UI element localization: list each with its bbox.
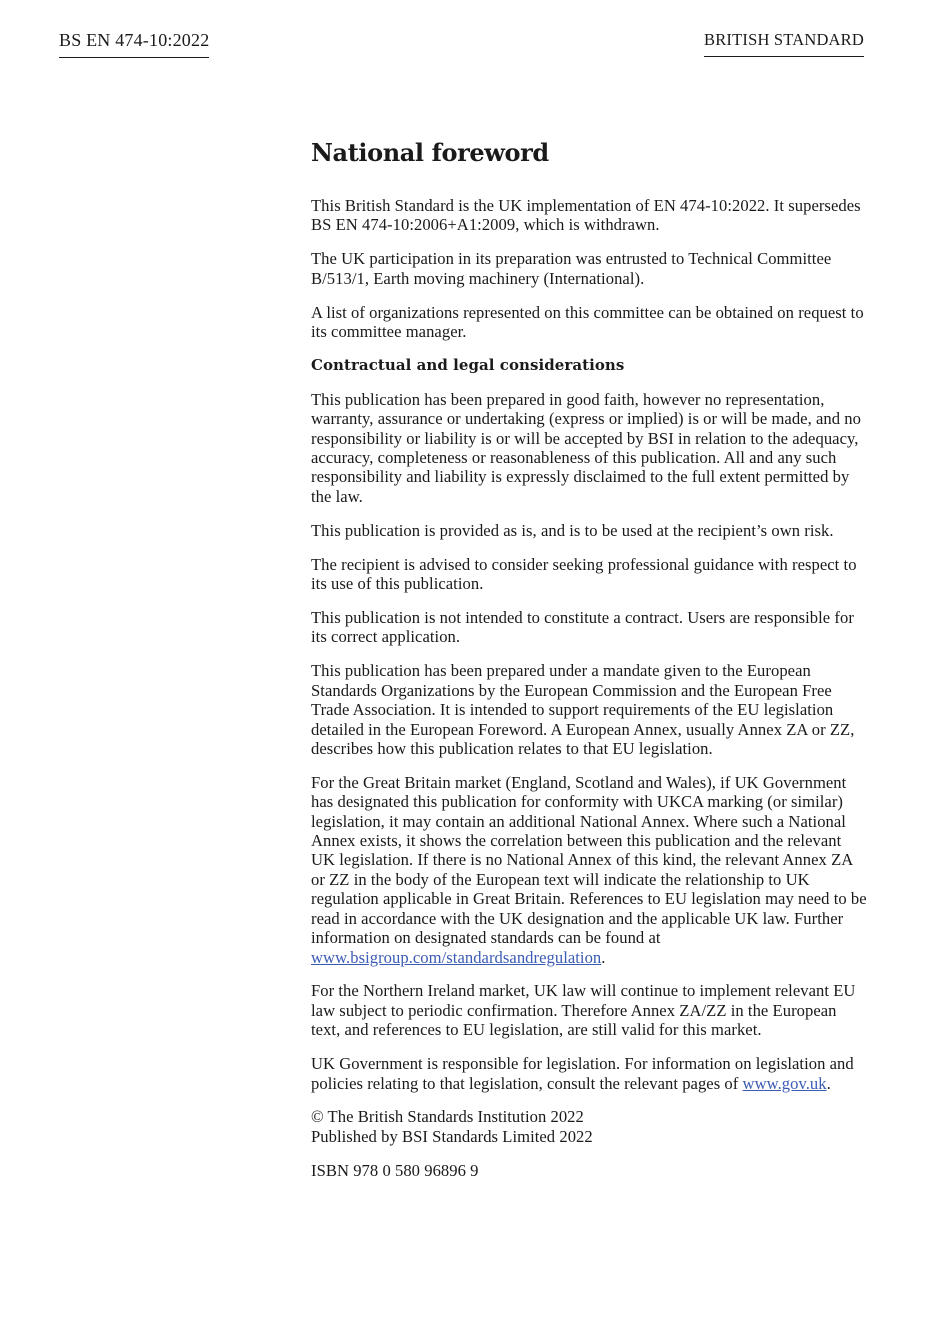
paragraph-uk-government [311, 1054, 867, 1093]
isbn: ISBN 978 0 580 96896 9 [311, 1160, 479, 1180]
paragraph-great-britain [311, 773, 867, 967]
paragraph-committee-list: A list of organizations represented on this committee can be obtained on request to its committee manager. [311, 302, 864, 342]
paragraph-own-risk: This publication is provided as is, and is to be used at the recipient’s own risk. [311, 520, 834, 540]
copyright-block [311, 1107, 867, 1146]
publisher-line: Published by BSI Standards Limited 2022 [311, 1126, 593, 1146]
copyright-line: © The British Standards Institution 2022 [311, 1107, 584, 1127]
main-content [311, 136, 867, 1195]
paragraph-implementation: This British Standard is the UK implementation of EN 474-10:2022. It supersedes BS EN 474-10:2006+A1:2009, which is withdrawn. [311, 196, 861, 235]
paragraph-northern-ireland: For the Northern Ireland market, UK law will continue to implement relevant EU law subject to periodic confirmation. Therefore Annex ZA/ZZ in the European text, and references to EU legislation, are still valid for this market. [311, 981, 856, 1040]
header-standard-label: BRITISH STANDARD [704, 30, 864, 57]
header-document-id: BS EN 474-10:2022 [59, 30, 209, 58]
paragraph-professional-guidance: The recipient is advised to consider seeking professional guidance with respect to its use of this publication. [311, 554, 857, 594]
paragraph-great-britain-text: For the Great Britain market (England, Scotland and Wales), if UK Government has designated this publication for conformity with UKCA marking (or similar) legislation, it may contain an additional National Annex. Where such a National Annex exists, it shows the correlation between this publication and the relevant UK legislation. If there is no National Annex of this kind, the relevant Annex ZA or ZZ in the body of the European text will indicate the relationship to UK regulation applicable in Great Britain. References to EU legislation may need to be read in accordance with the UK designation and the applicable UK law. Further information on designated standards can be found at [311, 772, 867, 948]
paragraph-mandate: This publication has been prepared under a mandate given to the European Standards Organizations by the European Commission and the European Free Trade Association. It is intended to support requirements of the EU legislation detailed in the European Foreword. A European Annex, usually Annex ZA or ZZ, describes how this publication relates to that EU legislation. [311, 661, 855, 758]
paragraph-not-contract: This publication is not intended to constitute a contract. Users are responsible for its correct application. [311, 608, 854, 647]
paragraph-uk-government-end: . [826, 1073, 831, 1093]
paragraph-participation: The UK participation in its preparation was entrusted to Technical Committee B/513/1, Earth moving machinery (International). [311, 249, 832, 288]
gov-uk-link[interactable]: www.gov.uk [742, 1073, 827, 1093]
subheading-contractual: Contractual and legal considerations [311, 355, 625, 374]
paragraph-uk-government-text: UK Government is responsible for legislation. For information on legislation and policies relating to that legislation, consult the relevant pages of [311, 1054, 854, 1093]
page-title: National foreword [311, 138, 549, 167]
bsigroup-link[interactable]: www.bsigroup.com/standardsandregulation [311, 947, 602, 967]
paragraph-great-britain-end: . [601, 947, 606, 967]
paragraph-good-faith: This publication has been prepared in good faith, however no representation, warranty, assurance or undertaking (express or implied) is or will be made, and no responsibility or liability is or will be accepted by BSI in relation to the adequacy, accuracy, completeness or reasonableness of this publication. All and any such responsibility and liability is expressly disclaimed to the full extent permitted by the law. [311, 389, 861, 506]
